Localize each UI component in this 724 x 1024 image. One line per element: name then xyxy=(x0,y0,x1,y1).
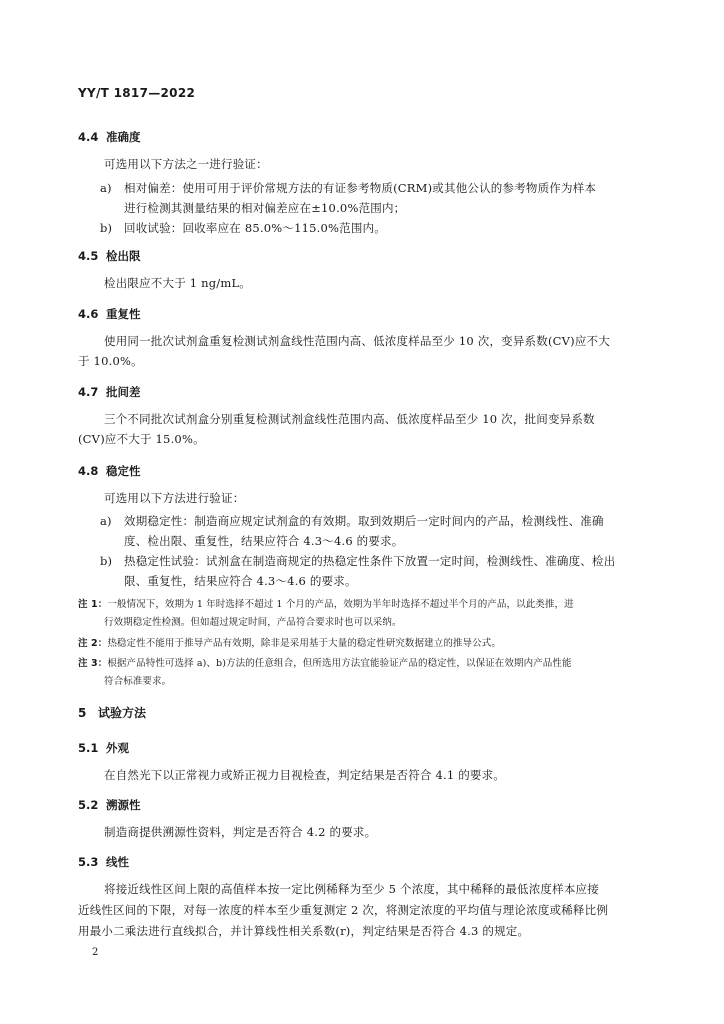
paragraph: 在自然光下以正常视力或矫正视力目视检查，判定结果是否符合 4.1 的要求。 xyxy=(104,768,505,782)
note-text: 热稳定性不能用于推导产品有效期，除非是采用基于大量的稳定性研究数据建立的推导公式。 xyxy=(107,638,501,649)
chapter-heading-5 xyxy=(78,704,146,721)
list-item-a xyxy=(100,513,604,529)
section-number: 5.3 xyxy=(78,855,99,869)
section-heading-4-6 xyxy=(78,306,141,322)
note-2 xyxy=(78,635,501,649)
list-item-text: 相对偏差：使用可用于评价常规方法的有证参考物质(CRM)或其他公认的参考物质作为样本 xyxy=(124,181,597,195)
section-title: 外观 xyxy=(106,741,129,755)
section-heading-4-5 xyxy=(78,248,141,264)
section-heading-4-7 xyxy=(78,384,141,400)
section-number: 4.4 xyxy=(78,130,99,144)
list-item-b xyxy=(100,553,615,569)
list-marker: a) xyxy=(100,514,112,528)
standard-number: YY/T 1817—2022 xyxy=(78,86,196,100)
paragraph: 检出限应不大于 1 ng/mL。 xyxy=(104,276,252,290)
list-item-text: 回收试验：回收率应在 85.0%～115.0%范围内。 xyxy=(124,221,386,235)
note-1 xyxy=(78,596,574,610)
section-title: 溯源性 xyxy=(106,798,141,812)
section-number: 4.6 xyxy=(78,307,99,321)
section-number: 5.2 xyxy=(78,798,99,812)
section-heading-4-8 xyxy=(78,463,141,479)
list-marker: a) xyxy=(100,181,112,195)
section-title: 准确度 xyxy=(106,130,141,144)
note-continuation: 符合标准要求。 xyxy=(104,676,172,687)
section-title: 批间差 xyxy=(106,385,141,399)
chapter-number: 5 xyxy=(78,706,87,720)
section-heading-5-3 xyxy=(78,854,129,870)
section-number: 4.5 xyxy=(78,249,99,263)
list-item-continuation: 限、重复性，结果应符合 4.3～4.6 的要求。 xyxy=(124,574,357,588)
note-text: 一般情况下，效期为 1 年时选择不超过 1 个月的产品，效期为半年时选择不超过半个月的产品，以此类推，进 xyxy=(107,599,574,610)
paragraph-line: 用最小二乘法进行直线拟合，并计算线性相关系数(r)，判定结果是否符合 4.3 的规定。 xyxy=(78,924,530,938)
section-heading-5-1 xyxy=(78,740,129,756)
note-label: 注 3： xyxy=(78,658,108,669)
section-title: 线性 xyxy=(106,855,129,869)
paragraph-line: 近线性区间的下限，对每一浓度的样本至少重复测定 2 次，将测定浓度的平均值与理论浓度或稀释比例 xyxy=(78,903,609,917)
paragraph-line: (CV)应不大于 15.0%。 xyxy=(78,432,205,446)
paragraph: 可选用以下方法进行验证： xyxy=(104,491,245,505)
list-marker: b) xyxy=(100,554,113,568)
paragraph-line: 使用同一批次试剂盒重复检测试剂盒线性范围内高、低浓度样品至少 10 次，变异系数(CV)应不大 xyxy=(104,334,610,348)
page-number: 2 xyxy=(92,947,99,958)
note-text: 根据产品特性可选择 a)、b)方法的任意组合，但所选用方法宜能验证产品的稳定性，以保证在效期内产品性能 xyxy=(107,658,572,669)
list-item-text: 热稳定性试验：试剂盒在制造商规定的热稳定性条件下放置一定时间，检测线性、准确度、检出 xyxy=(124,554,616,568)
paragraph: 可选用以下方法之一进行验证： xyxy=(104,157,268,171)
section-title: 重复性 xyxy=(106,307,141,321)
list-item-b xyxy=(100,220,386,236)
section-number: 5.1 xyxy=(78,741,99,755)
paragraph-line: 三个不同批次试剂盒分别重复检测试剂盒线性范围内高、低浓度样品至少 10 次，批间变异系数 xyxy=(104,412,595,426)
list-item-text: 效期稳定性：制造商应规定试剂盒的有效期。取到效期后一定时间内的产品，检测线性、准确 xyxy=(124,514,604,528)
section-title: 检出限 xyxy=(106,249,141,263)
list-item-a xyxy=(100,180,596,196)
chapter-title: 试验方法 xyxy=(98,706,147,720)
list-marker: b) xyxy=(100,221,113,235)
paragraph-line: 将接近线性区间上限的高值样本按一定比例稀释为至少 5 个浓度，其中稀释的最低浓度样本应接 xyxy=(104,882,599,896)
list-item-continuation: 度、检出限、重复性，结果应符合 4.3～4.6 的要求。 xyxy=(124,534,404,548)
note-label: 注 1： xyxy=(78,599,108,610)
paragraph: 制造商提供溯源性资料，判定是否符合 4.2 的要求。 xyxy=(104,825,377,839)
note-label: 注 2： xyxy=(78,638,108,649)
section-number: 4.7 xyxy=(78,385,99,399)
note-3 xyxy=(78,655,572,669)
list-item-continuation: 进行检测其测量结果的相对偏差应在±10.0%范围内； xyxy=(124,201,406,215)
section-number: 4.8 xyxy=(78,464,99,478)
note-continuation: 行效期稳定性检测。但如超过规定时间，产品符合要求时也可以采纳。 xyxy=(104,617,402,628)
section-heading-4-4 xyxy=(78,129,141,145)
section-title: 稳定性 xyxy=(106,464,141,478)
paragraph-line: 于 10.0%。 xyxy=(78,354,143,368)
section-heading-5-2 xyxy=(78,797,141,813)
